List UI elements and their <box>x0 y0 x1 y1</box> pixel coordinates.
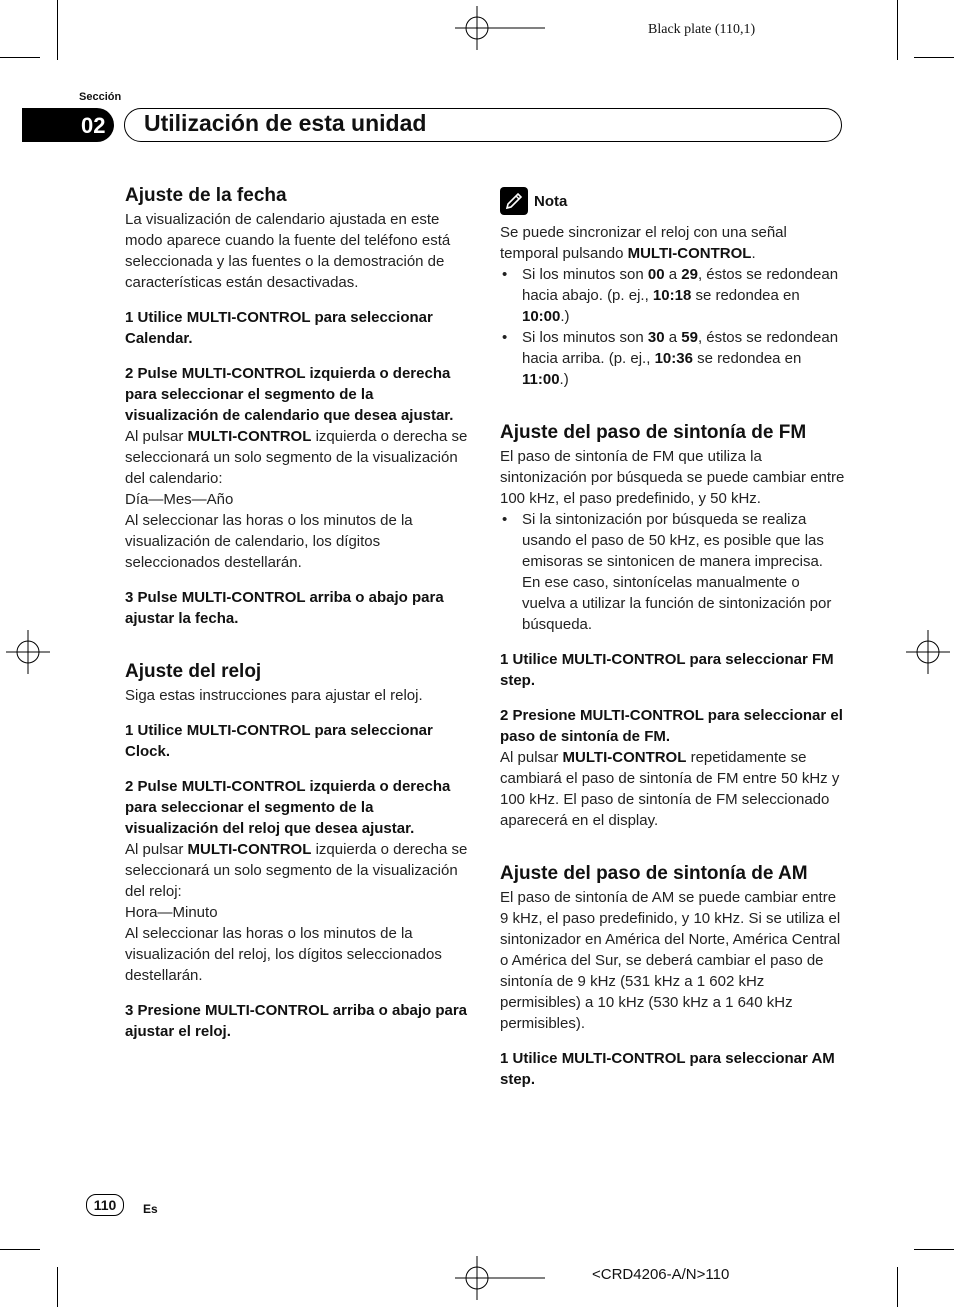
nota-label: Nota <box>534 192 568 210</box>
fecha-step-2: 2 Pulse MULTI-CONTROL izquierda o derecha para seleccionar el segmento de la visualización de calendario que desea ajustar. <box>125 365 454 424</box>
nota-header <box>500 186 845 216</box>
section-title: Utilización de esta unidad <box>144 110 427 136</box>
section-number: 02 <box>81 113 106 138</box>
heading-fecha: Ajuste de la fecha <box>125 185 287 206</box>
reloj-step-2-body: Al pulsar MULTI-CONTROL izquierda o derecha se seleccionará un solo segmento de la visualización del reloj: <box>125 841 468 900</box>
reloj-sequence: Hora—Minuto <box>125 904 218 921</box>
document-code: <CRD4206-A/N>110 <box>592 1266 730 1283</box>
left-column <box>125 183 470 1042</box>
crop-mark <box>914 57 954 58</box>
nota-bullet-1: • Si los minutos son 00 a 29, éstos se redondean hacia abajo. (p. ej., 10:18 se redondea en 10:00.) <box>500 264 845 327</box>
reloj-step-1: 1 Utilice MULTI-CONTROL para seleccionar Clock. <box>125 722 433 760</box>
registration-mark-icon <box>906 630 950 674</box>
am-intro: El paso de sintonía de AM se puede cambiar entre 9 kHz, el paso predefinido, y 10 kHz. Si se utiliza el sintonizador en América del Norte, América Central o América del Sur, se deberá cambiar el paso de sintonía de 9 kHz (531 kHz a 1 602 kHz permisibles) a 10 kHz (530 kHz a 1 640 kHz permisibles). <box>500 889 841 1032</box>
heading-reloj: Ajuste del reloj <box>125 661 262 682</box>
crop-mark <box>0 1249 40 1250</box>
right-column <box>500 186 845 1090</box>
reloj-step-3: 3 Presione MULTI-CONTROL arriba o abajo para ajustar el reloj. <box>125 1002 468 1040</box>
plate-label: Black plate (110,1) <box>648 22 756 37</box>
am-step-1: 1 Utilice MULTI-CONTROL para seleccionar AM step. <box>500 1050 835 1088</box>
reloj-step-2-note: Al seleccionar las horas o los minutos de la visualización del reloj, los dígitos seleccionados destellarán. <box>125 925 442 984</box>
fm-list <box>500 509 845 635</box>
nota-list <box>500 264 845 390</box>
fm-step-2: 2 Presione MULTI-CONTROL para seleccionar el paso de sintonía de FM. <box>500 707 843 745</box>
crop-mark <box>57 1267 58 1307</box>
registration-mark-icon <box>6 630 50 674</box>
crop-mark <box>897 1267 898 1307</box>
nota-text: Se puede sincronizar el reloj con una señal temporal pulsando MULTI-CONTROL. <box>500 224 787 262</box>
fm-intro: El paso de sintonía de FM que utiliza la sintonización por búsqueda se puede cambiar entre 100 kHz, el paso predefinido, y 50 kHz. <box>500 448 845 507</box>
fm-step-1: 1 Utilice MULTI-CONTROL para seleccionar FM step. <box>500 651 834 689</box>
crop-mark <box>57 0 58 60</box>
crop-mark <box>914 1249 954 1250</box>
fecha-step-1: 1 Utilice MULTI-CONTROL para seleccionar Calendar. <box>125 309 433 347</box>
reloj-step-2: 2 Pulse MULTI-CONTROL izquierda o derecha para seleccionar el segmento de la visualización del reloj que desea ajustar. <box>125 778 451 837</box>
heading-fm: Ajuste del paso de sintonía de FM <box>500 422 807 443</box>
fecha-step-2-body: Al pulsar MULTI-CONTROL izquierda o derecha se seleccionará un solo segmento de la visualización del calendario: <box>125 428 468 487</box>
section-label: Sección <box>79 91 122 103</box>
fecha-sequence: Día—Mes—Año <box>125 491 234 508</box>
pencil-icon <box>500 187 528 215</box>
registration-mark-icon <box>455 6 545 50</box>
language-code: Es <box>143 1202 158 1216</box>
crop-mark <box>897 0 898 60</box>
heading-am: Ajuste del paso de sintonía de AM <box>500 863 808 884</box>
reloj-intro: Siga estas instrucciones para ajustar el reloj. <box>125 687 423 704</box>
fecha-intro: La visualización de calendario ajustada en este modo aparece cuando la fuente del teléfono está seleccionada y las fuentes o la demostración de características están desactivadas. <box>125 211 451 291</box>
section-number-tab <box>22 108 114 142</box>
fm-bullet: • Si la sintonización por búsqueda se realiza usando el paso de 50 kHz, es posible que las emisoras se sintonicen de manera imprecisa. En ese caso, sintonícelas manualmente o vuelva a utilizar la función de sintonización por búsqueda. <box>500 509 845 635</box>
fecha-step-3: 3 Pulse MULTI-CONTROL arriba o abajo para ajustar la fecha. <box>125 589 444 627</box>
crop-mark <box>0 57 40 58</box>
page-number: 110 <box>86 1194 124 1216</box>
nota-bullet-2: • Si los minutos son 30 a 59, éstos se redondean hacia arriba. (p. ej., 10:36 se redondea en 11:00.) <box>500 327 845 390</box>
registration-mark-icon <box>455 1256 545 1300</box>
fm-step-2-body: Al pulsar MULTI-CONTROL repetidamente se cambiará el paso de sintonía de FM entre 50 kHz y 100 kHz. El paso de sintonía de FM seleccionado aparecerá en el display. <box>500 749 840 829</box>
fecha-step-2-note: Al seleccionar las horas o los minutos de la visualización de calendario, los dígitos seleccionados destellarán. <box>125 512 413 571</box>
